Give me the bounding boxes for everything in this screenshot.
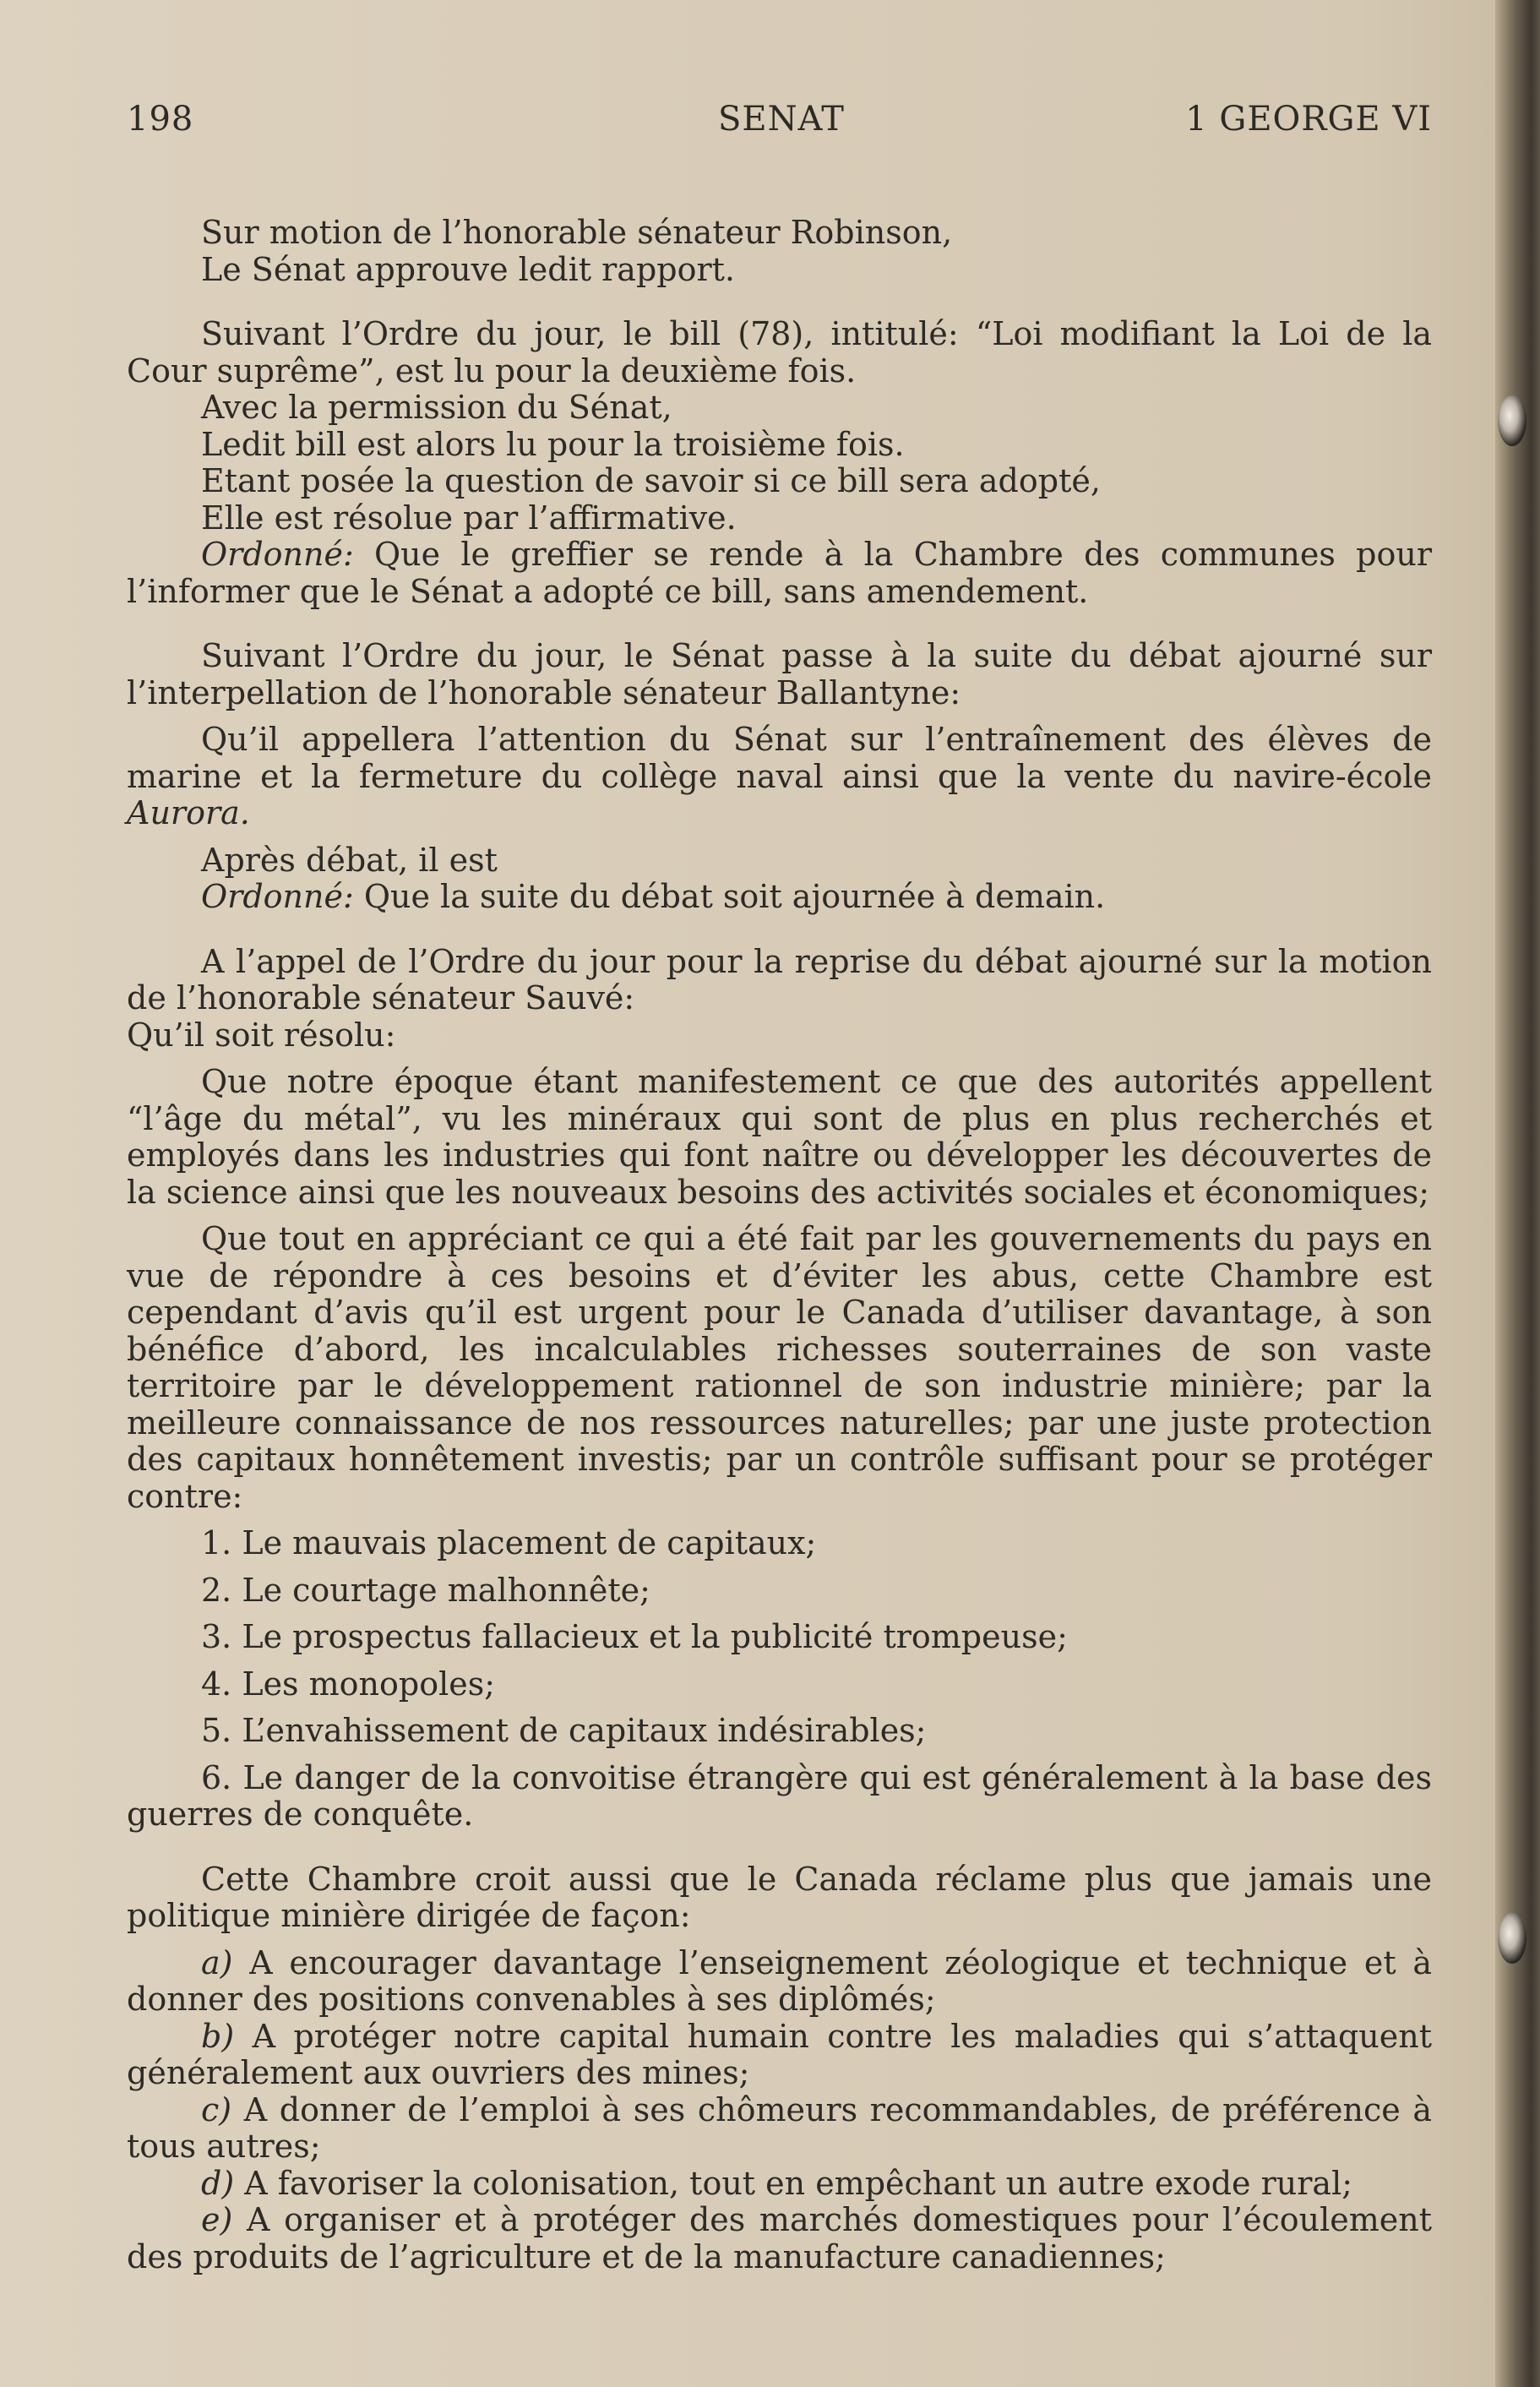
list-item bbox=[127, 2166, 1432, 2203]
binding-clip-icon bbox=[1498, 395, 1526, 446]
list-text: A donner de l’emploi à ses chômeurs recommandables, de préférence à tous autres; bbox=[127, 2090, 1432, 2165]
order-paragraph bbox=[127, 537, 1432, 610]
list-letter: e) bbox=[201, 2201, 233, 2238]
list-text: A protéger notre capital humain contre les maladies qui s’attaquent généralement aux ouvriers des mines; bbox=[127, 2017, 1432, 2091]
list-letter: d) bbox=[201, 2164, 235, 2202]
ship-name: Aurora. bbox=[127, 794, 250, 831]
paragraph bbox=[127, 722, 1432, 832]
regnal-year: 1 GEORGE VI bbox=[1185, 100, 1432, 139]
paragraph: A l’appel de l’Ordre du jour pour la reprise du débat ajourné sur la motion de l’honorable sénateur Sauvé: bbox=[127, 942, 1432, 1016]
paragraph-text: Qu’il appellera l’attention du Sénat sur l’entraînement des élèves de marine et la fermeture du collège naval ainsi que la vente du navire-école bbox=[127, 721, 1432, 795]
list-text: A encourager davantage l’enseignement zéologique et technique et à donner des positions convenables à ses diplômés; bbox=[127, 1943, 1432, 2018]
order-text: Que le greffier se rende à la Chambre des communes pour l’informer que le Sénat a adopté ce bill, sans amendement. bbox=[127, 536, 1432, 610]
order-paragraph bbox=[127, 879, 1432, 916]
list-letter: a) bbox=[201, 1943, 233, 1981]
paragraph: Sur motion de l’honorable sénateur Robinson, bbox=[201, 214, 953, 251]
list-item bbox=[127, 2092, 1432, 2166]
paragraph: Etant posée la question de savoir si ce bill sera adopté, bbox=[201, 462, 1101, 499]
running-title: SENAT bbox=[718, 100, 845, 139]
paragraph: Après débat, il est bbox=[201, 841, 498, 879]
paragraph: Que notre époque étant manifestement ce que des autorités appellent “l’âge du métal”, vu les minéraux qui sont de plus en plus recherchés et employés dans les industries qui font naître ou développer les découvertes de la science ainsi que les nouveaux besoins des activités sociales et économiques; bbox=[127, 1063, 1432, 1211]
paragraph: Avec la permission du Sénat, bbox=[201, 389, 672, 426]
order-label: Ordonné: bbox=[201, 536, 354, 573]
paragraph: Le Sénat approuve ledit rapport. bbox=[201, 250, 735, 288]
paragraph: Que tout en appréciant ce qui a été fait par les gouvernements du pays en vue de répondre à ces besoins et d’éviter les abus, cette Chambre est cependant d’avis qu’il est urgent pour le Canada d’utiliser davantage, à son bénéfice d’abord, les incalculables richesses souterraines de son vaste territoire par le développement rationnel de son industrie minière; par la meilleure connaissance de nos ressources naturelles; par une juste protection des capitaux honnêtement investis; par un contrôle suffisant pour se protéger contre: bbox=[127, 1220, 1432, 1515]
list-letter: c) bbox=[201, 2090, 232, 2128]
list-item: 6. Le danger de la convoitise étrangère qui est généralement à la base des guerres de conquête. bbox=[127, 1758, 1432, 1833]
order-label: Ordonné: bbox=[201, 878, 354, 915]
paragraph: Suivant l’Ordre du jour, le Sénat passe à la suite du débat ajourné sur l’interpellation de l’honorable sénateur Ballantyne: bbox=[127, 637, 1432, 711]
list-item: 3. Le prospectus fallacieux et la publicité trompeuse; bbox=[201, 1618, 1068, 1655]
list-text: A favoriser la colonisation, tout en empêchant un autre exode rural; bbox=[244, 2164, 1353, 2202]
list-item: 2. Le courtage malhonnête; bbox=[201, 1571, 650, 1609]
paragraph: Cette Chambre croit aussi que le Canada réclame plus que jamais une politique minière dirigée de façon: bbox=[127, 1860, 1432, 1934]
list-item bbox=[127, 1945, 1432, 2019]
paragraph: Elle est résolue par l’affirmative. bbox=[201, 499, 737, 537]
binding-clip-icon bbox=[1498, 1913, 1526, 1964]
list-item: 1. Le mauvais placement de capitaux; bbox=[201, 1524, 817, 1561]
page-header bbox=[127, 100, 1432, 159]
order-text: Que la suite du débat soit ajournée à demain. bbox=[363, 878, 1106, 915]
paragraph: Qu’il soit résolu: bbox=[127, 1016, 396, 1054]
list-item bbox=[127, 2202, 1432, 2275]
list-letter: b) bbox=[201, 2017, 235, 2055]
page-number: 198 bbox=[127, 100, 194, 139]
list-text: A organiser et à protéger des marchés domestiques pour l’écoulement des produits de l’agriculture et de la manufacture canadiennes; bbox=[127, 2201, 1432, 2275]
page-body bbox=[127, 215, 1432, 2275]
paragraph: Ledit bill est alors lu pour la troisième fois. bbox=[201, 425, 905, 463]
list-item bbox=[127, 2019, 1432, 2092]
book-spine-shadow bbox=[1495, 0, 1540, 2387]
list-item: 5. L’envahissement de capitaux indésirables; bbox=[201, 1712, 927, 1749]
list-item: 4. Les monopoles; bbox=[201, 1665, 496, 1703]
paragraph: Suivant l’Ordre du jour, le bill (78), intitulé: “Loi modifiant la Loi de la Cour suprême”, est lu pour la deuxième fois. bbox=[127, 315, 1432, 390]
